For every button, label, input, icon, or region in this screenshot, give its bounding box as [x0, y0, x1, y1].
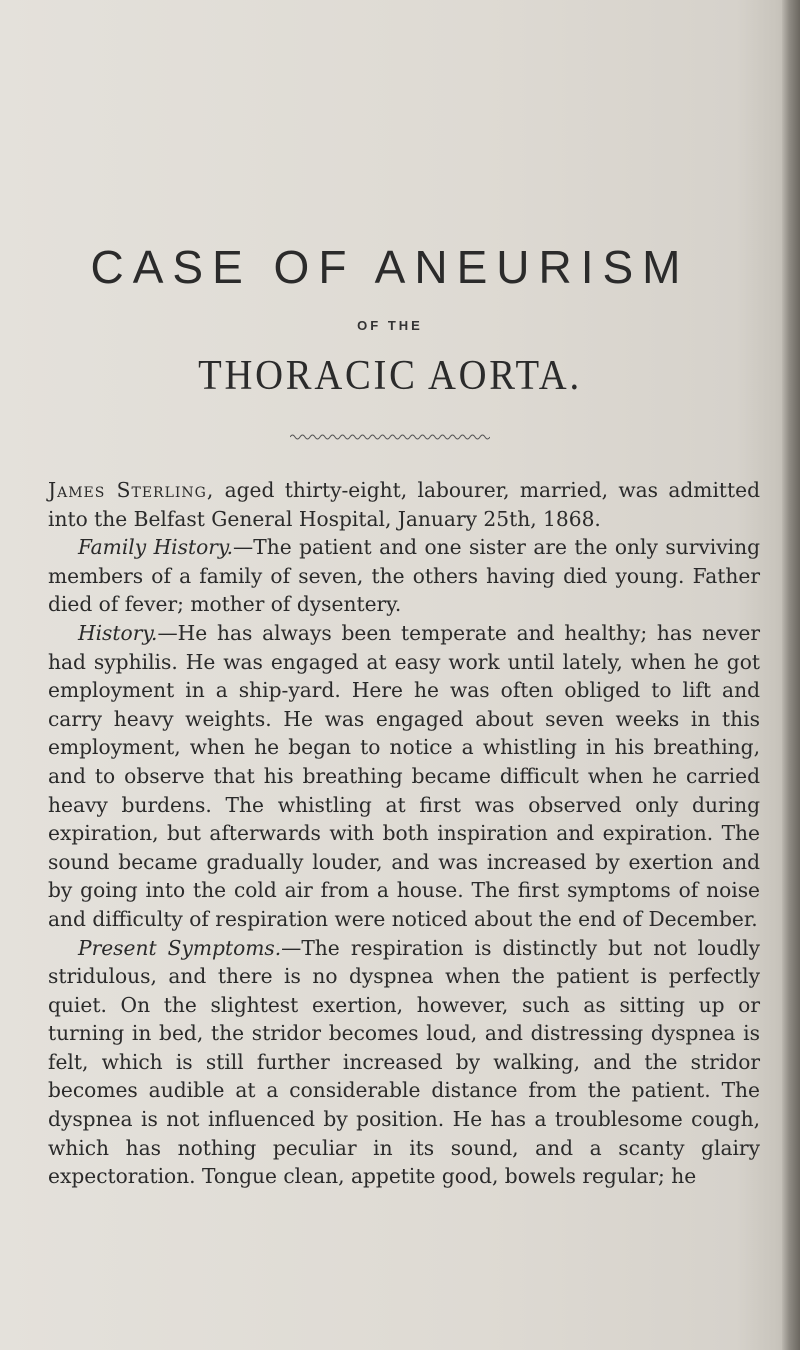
history-paragraph — [48, 619, 760, 934]
page-spine-shadow — [782, 0, 800, 1350]
case-report-text — [48, 476, 760, 1191]
present-symptoms-paragraph — [48, 934, 760, 1191]
patient-name: James Sterling, — [48, 478, 215, 502]
history-text: —He has always been temperate and healthy; has never had syphilis. He was engaged at easy work until lately, when he got employment in a ship-yard. Here he was often obliged to lift and carry heavy weights. He was engaged about seven weeks in this employment, when he began to notice a whistling in his breathing, and to observe that his breathing became difficult when he carried heavy burdens. The whistling at first was observed only during expiration, but afterwards with both inspiration and expiration. The sound became gradually louder, and was increased by exertion and by going into the cold air from a house. The first symptoms of noise and difficulty of respiration were noticed about the end of December. — [48, 620, 760, 931]
family-history-paragraph — [48, 533, 760, 619]
family-history-text: —The patient and one sister are the only surviving members of a family of seven, the others having died young. Father died of fever; mother of dysentery. — [48, 535, 761, 617]
intro-paragraph — [48, 476, 760, 533]
family-history-heading: Family History. — [78, 535, 234, 560]
present-symptoms-heading: Present Symptoms. — [78, 935, 282, 960]
title-line-2: THORACIC AORTA. — [198, 353, 582, 399]
history-heading: History. — [78, 620, 158, 645]
title-of-the: OF THE — [357, 318, 423, 333]
intro-text: aged thirty-eight, labourer, married, was admitted into the Belfast General Hospital, January 25th, 1868. — [48, 478, 761, 531]
present-symptoms-text: —The respiration is distinctly but not loudly stridulous, and there is no dyspnea when the patient is perfectly quiet. On the slightest exertion, however, such as sitting up or turning in bed, the stridor becomes loud, and distressing dyspnea is felt, which is still further increased by walking, and the stridor becomes audible at a considerable distance from the patient. The dyspnea is not influenced by position. He has a troublesome cough, which has nothing peculiar in its sound, and a scanty glairy expectoration. Tongue clean, appetite good, bowels regular; he — [48, 935, 760, 1189]
title-line-1: CASE OF ANEURISM — [90, 241, 690, 293]
wavy-rule-ornament — [290, 432, 490, 442]
